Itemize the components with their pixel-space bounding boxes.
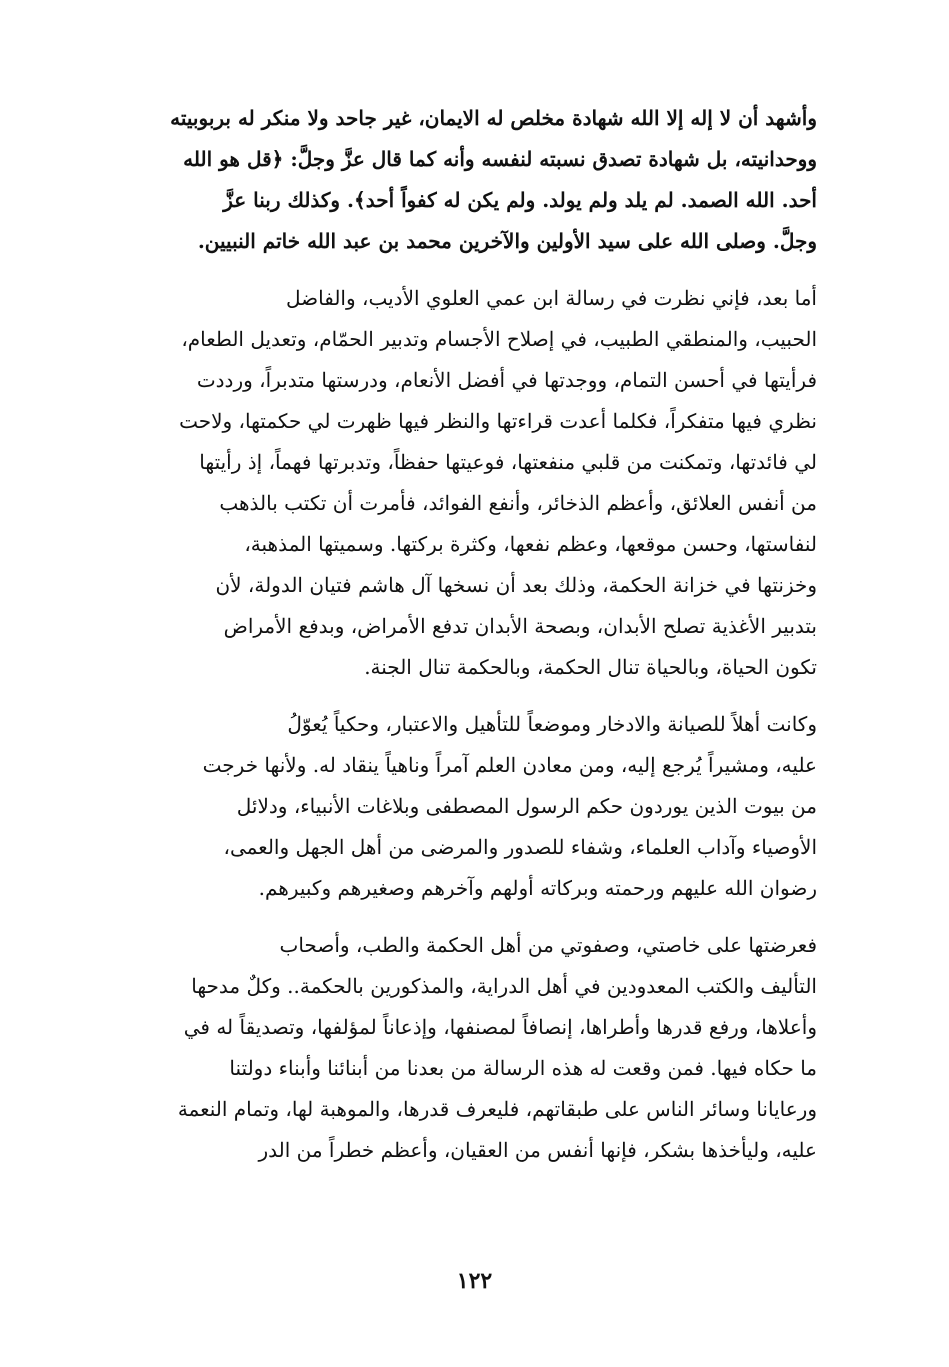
text-line: عليه، ومشيراً يُرجع إليه، ومن معادن العلم آمراً وناهياً ينقاد له. ولأنها خرجت <box>202 753 817 777</box>
text-line: وأعلاها، ورفع قدرها وأطراها، إنصافاً لمصنفها، وإذعاناً لمؤلفها، وتصديقاً له في <box>183 1015 817 1039</box>
text-line: ووحدانيته، بل شهادة تصدق نسبته لنفسه وأنه كما قال عزَّ وجلَّ: ﴿قل هو الله <box>183 147 817 171</box>
paragraph-amma-baad <box>132 278 817 688</box>
text-line: فعرضتها على خاصتي، وصفوتي من أهل الحكمة والطب، وأصحاب <box>279 933 817 957</box>
text-line: تكون الحياة، وبالحياة تنال الحكمة، وبالحكمة تنال الجنة. <box>364 655 817 679</box>
text-line: لي فائدتها، وتمكنت من قلبي منفعتها، فوعيتها حفظاً، وتدبرتها فهماً، إذ رأيتها <box>199 450 817 474</box>
text-line: ورعايانا وسائر الناس على طبقاتهم، فليعرف قدرها، والموهبة لها، وتمام النعمة <box>177 1097 817 1121</box>
text-line: الأوصياء وآداب العلماء، وشفاء للصدور والمرضى من أهل الجهل والعمى، <box>223 835 817 859</box>
paragraph-presentation <box>132 925 817 1171</box>
text-line: من أنفس العلائق، وأعظم الذخائر، وأنفع الفوائد، فأمرت أن تكتب بالذهب <box>219 491 817 515</box>
text-line: من بيوت الذين يوردون حكم الرسول المصطفى وبلاغات الأنبياء، ودلائل <box>236 794 817 818</box>
paragraph-worthiness <box>132 704 817 909</box>
paragraph-opening-testimony <box>132 98 817 262</box>
text-line: نظري فيها متفكراً، فكلما أعدت قراءتها والنظر فيها ظهرت لي حكمتها، ولاحت <box>179 409 817 433</box>
text-line: وأشهد أن لا إله إلا الله شهادة مخلص له الايمان، غير جاحد ولا منكر له بربوبيته <box>170 106 817 130</box>
text-line: فرأيتها في أحسن التمام، ووجدتها في أفضل الأنعام، ودرستها متدبراً، ورددت <box>196 368 817 392</box>
text-line: ما حكاه فيها. فمن وقعت له هذه الرسالة من بعدنا من أبنائنا وأبناء دولتنا <box>229 1056 817 1080</box>
text-line: الحبيب، والمنطقي الطبيب، في إصلاح الأجسام وتدبير الحمّام، وتعديل الطعام، <box>181 327 817 351</box>
text-line: أما بعد، فإني نظرت في رسالة ابن عمي العلوي الأديب، والفاضل <box>286 286 817 310</box>
text-line: وخزنتها في خزانة الحكمة، وذلك بعد أن نسخها آل هاشم فتيان الدولة، لأن <box>215 573 817 597</box>
text-line: وجلَّ. وصلى الله على سيد الأولين والآخرين محمد بن عبد الله خاتم النبيين. <box>197 229 817 253</box>
text-line: عليه، وليأخذها بشكر، فإنها أنفس من العقيان، وأعظم خطراً من الدر <box>258 1138 817 1162</box>
page-number: ١٢٢ <box>456 1268 493 1294</box>
text-line: بتدبير الأغذية تصلح الأبدان، وبصحة الأبدان تدفع الأمراض، وبدفع الأمراض <box>223 614 817 638</box>
text-line: التأليف والكتب المعدودين في أهل الدراية، والمذكورين بالحكمة.. وكلٌ مدحها <box>191 974 817 998</box>
text-line: رضوان الله عليهم ورحمته وبركاته أولهم وآخرهم وصغيرهم وكبيرهم. <box>258 876 817 900</box>
text-line: لنفاستها، وحسن موقعها، وعظم نفعها، وكثرة بركتها. وسميتها المذهبة، <box>244 532 817 556</box>
body-text <box>132 98 817 1171</box>
text-line: أحد. الله الصمد. لم يلد ولم يولد. ولم يكن له كفواً أحد﴾. وكذلك ربنا عزَّ <box>223 188 817 212</box>
text-line: وكانت أهلاً للصيانة والادخار وموضعاً للتأهيل والاعتبار، وحكياً يُعوّلُ <box>287 712 817 736</box>
